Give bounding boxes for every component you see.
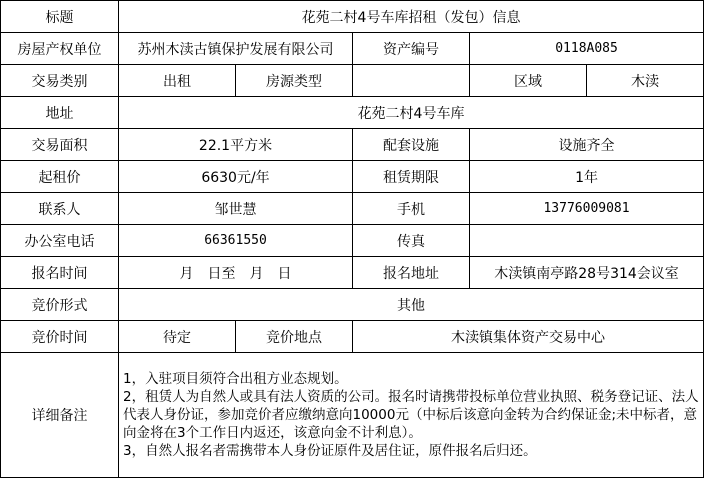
label-asset-no: 资产编号: [353, 33, 470, 65]
label-region: 区域: [470, 65, 587, 97]
value-address: 花苑二村4号车库: [119, 97, 704, 129]
value-office-phone: 66361550: [119, 225, 353, 257]
row-bid-form: [1, 289, 704, 321]
value-asset-no: 0118A085: [470, 33, 704, 65]
label-area: 交易面积: [1, 129, 119, 161]
label-signup-address: 报名地址: [353, 257, 470, 289]
label-fax: 传真: [353, 225, 470, 257]
value-bid-place: 木渎镇集体资产交易中心: [353, 321, 704, 353]
value-bid-time: 待定: [119, 321, 236, 353]
value-source-type: [353, 65, 470, 97]
label-contact: 联系人: [1, 193, 119, 225]
value-mobile: 13776009081: [470, 193, 704, 225]
value-area: 22.1平方米: [119, 129, 353, 161]
value-fax: [470, 225, 704, 257]
value-lease-term: 1年: [470, 161, 704, 193]
value-region: 木渎: [587, 65, 704, 97]
row-area: [1, 129, 704, 161]
value-trade-type: 出租: [119, 65, 236, 97]
label-start-price: 起租价: [1, 161, 119, 193]
label-source-type: 房源类型: [236, 65, 353, 97]
value-title: 花苑二村4号车库招租（发包）信息: [119, 1, 704, 33]
row-owner: [1, 33, 704, 65]
label-remarks: 详细备注: [1, 353, 119, 478]
label-signup-time: 报名时间: [1, 257, 119, 289]
label-lease-term: 租赁期限: [353, 161, 470, 193]
value-signup-time: 月 日至 月 日: [119, 257, 353, 289]
value-remarks: [119, 353, 704, 478]
value-owner: 苏州木渎古镇保护发展有限公司: [119, 33, 353, 65]
value-signup-address: 木渎镇南亭路28号314会议室: [470, 257, 704, 289]
row-signup: [1, 257, 704, 289]
label-address: 地址: [1, 97, 119, 129]
label-mobile: 手机: [353, 193, 470, 225]
label-bid-time: 竞价时间: [1, 321, 119, 353]
remark-item-3: 3，自然人报名者需携带本人身份证原件及居住证，原件报名后归还。: [123, 443, 537, 459]
value-contact: 邹世慧: [119, 193, 353, 225]
remark-item-1: 1，入驻项目须符合出租方业态规划。: [123, 371, 348, 387]
label-facilities: 配套设施: [353, 129, 470, 161]
value-bid-form: 其他: [119, 289, 704, 321]
label-office-phone: 办公室电话: [1, 225, 119, 257]
label-title: 标题: [1, 1, 119, 33]
row-remarks: [1, 353, 704, 478]
value-start-price: 6630元/年: [119, 161, 353, 193]
value-facilities: 设施齐全: [470, 129, 704, 161]
label-owner: 房屋产权单位: [1, 33, 119, 65]
row-price: [1, 161, 704, 193]
label-bid-form: 竞价形式: [1, 289, 119, 321]
row-trade-type: [1, 65, 704, 97]
row-address: [1, 97, 704, 129]
row-bid-time: [1, 321, 704, 353]
row-contact: [1, 193, 704, 225]
remark-item-2: 2，租赁人为自然人或具有法人资质的公司。报名时请携带投标单位营业执照、税务登记证、法人代表人身份证，参加竞价者应缴纳意向10000元（中标后该意向金转为合约保证金;未中标者，意向金将在3个工作日内返还，该意向金不计利息）。: [123, 389, 699, 441]
row-office-phone: [1, 225, 704, 257]
label-trade-type: 交易类别: [1, 65, 119, 97]
label-bid-place: 竞价地点: [236, 321, 353, 353]
row-title: [1, 1, 704, 33]
